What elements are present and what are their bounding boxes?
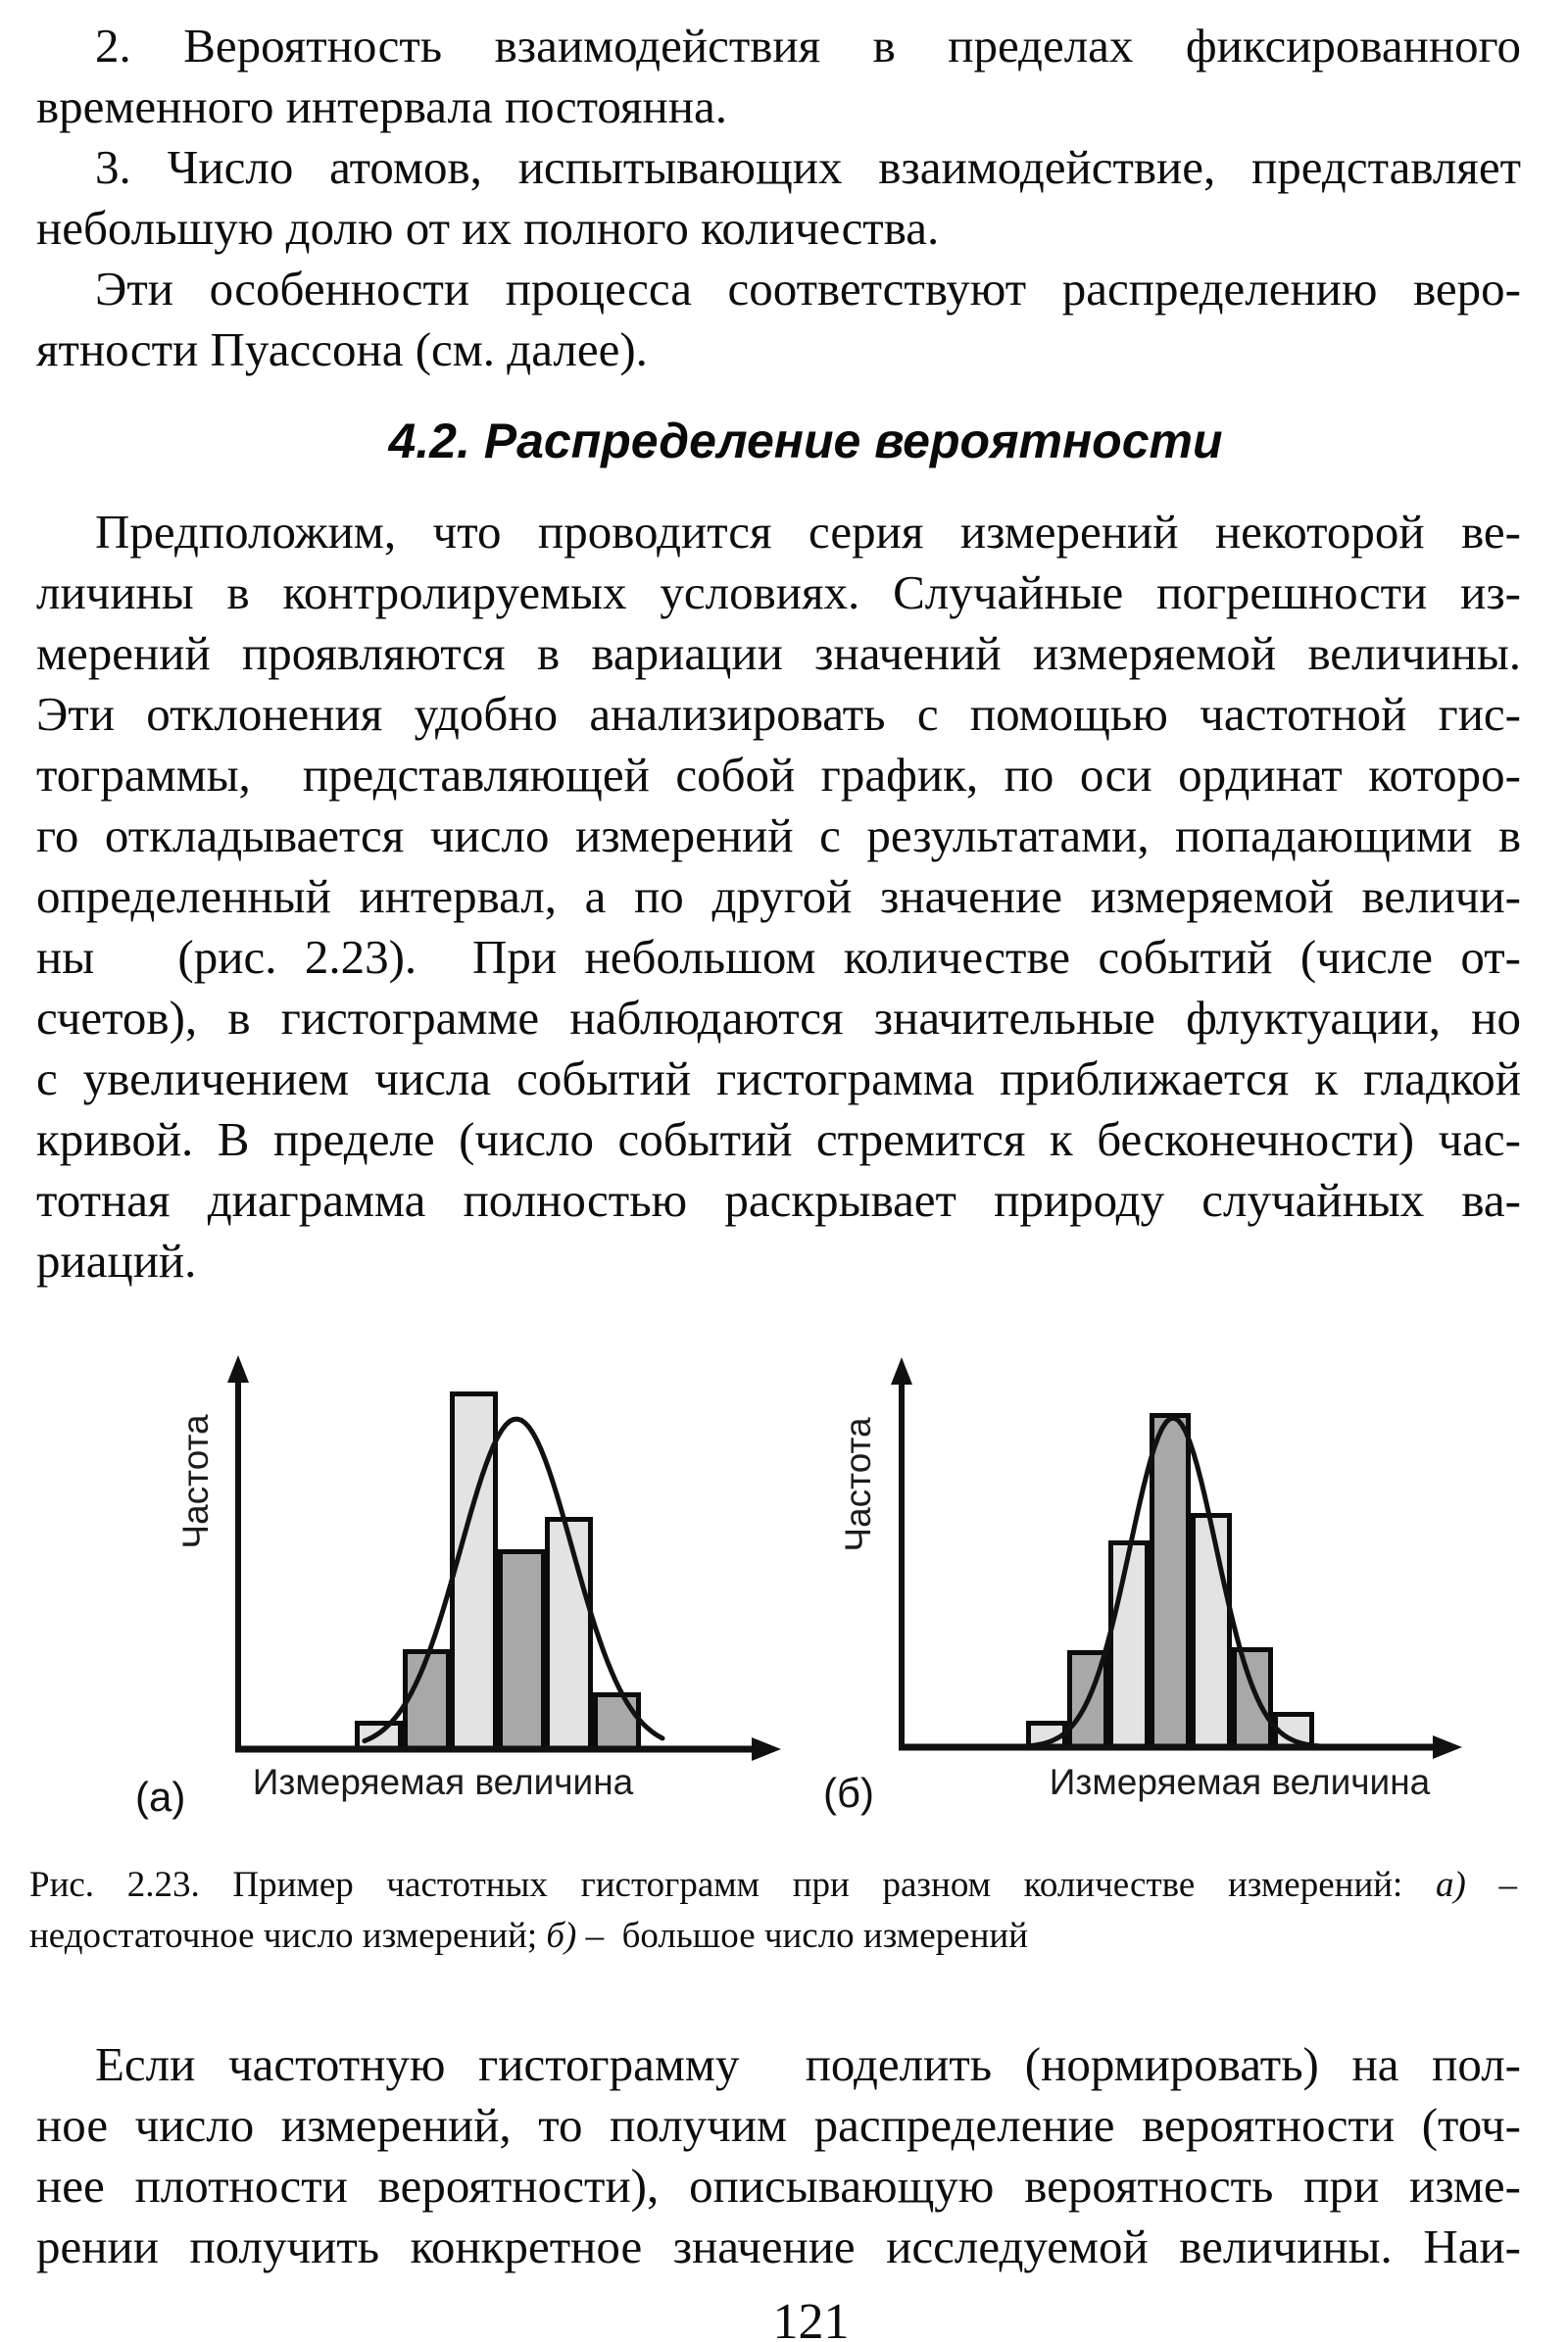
text-line: ное число измерений, то получим распределение вероятности (точ- xyxy=(36,2098,1521,2152)
caption-italic-b: б) xyxy=(546,1916,577,1956)
text-line: Если частотную гистограмму поделить (нормировать) на пол- xyxy=(95,2037,1521,2091)
histogram-bar xyxy=(1273,1712,1314,1747)
text-line: личины в контролируемых условиях. Случайные погрешности из- xyxy=(36,565,1521,619)
paragraph-1 xyxy=(36,16,1521,380)
page-number: 121 xyxy=(772,2294,850,2342)
axis-arrowhead xyxy=(227,1355,249,1383)
text-line: Эти особенности процесса соответствуют распределению веро- xyxy=(95,262,1521,316)
caption-line xyxy=(29,1860,1517,1911)
paragraph-3 xyxy=(0,2019,1568,2277)
x-axis-label-b: Измеряемая величина xyxy=(1049,1762,1431,1802)
histogram-bar xyxy=(1191,1513,1232,1747)
text-line: счетов), в гистограмме наблюдаются значительные флуктуации, но xyxy=(36,991,1521,1045)
text-line: небольшую долю от их полного количества. xyxy=(36,201,940,255)
text-line: Предположим, что проводится серия измерений некоторой ве- xyxy=(95,505,1521,559)
axis-arrowhead xyxy=(891,1357,912,1385)
figure-2-23 xyxy=(0,1352,1568,1832)
x-axis-label-a: Измеряемая величина xyxy=(252,1762,634,1802)
text-line: тотная диаграмма полностью раскрывает природу случайных ва- xyxy=(36,1173,1521,1227)
axis-arrowhead xyxy=(752,1737,781,1761)
text-line: ятности Пуассона (см. далее). xyxy=(36,322,648,376)
caption-text: – xyxy=(1465,1865,1518,1905)
text-line: кривой. В пределе (число событий стремится к бесконечности) час- xyxy=(36,1112,1521,1166)
histogram-bar xyxy=(1108,1540,1150,1747)
text-line: нее плотности вероятности), описывающую вероятность при изме- xyxy=(36,2159,1521,2213)
y-axis-label-b: Частота xyxy=(838,1417,878,1552)
histogram-bar xyxy=(1067,1650,1108,1747)
text-line: го откладывается число измерений с результатами, попадающими в xyxy=(36,808,1521,862)
text-line: Эти отклонения удобно анализировать с помощью частотной гис- xyxy=(36,687,1521,741)
histogram-bar xyxy=(545,1517,593,1749)
text-line: риаций. xyxy=(36,1234,197,1288)
caption-italic-a: а) xyxy=(1436,1865,1466,1905)
section-heading: 4.2. Распределение вероятности xyxy=(388,414,1223,468)
text-line: временного интервала постоянна. xyxy=(36,79,727,133)
histogram-bar xyxy=(498,1549,546,1749)
text-line: с увеличением числа событий гистограмма приближается к гладкой xyxy=(36,1051,1521,1105)
paragraph-2 xyxy=(36,502,1521,1292)
text-line: определенный интервал, а по другой значение измеряемой величи- xyxy=(36,869,1521,923)
text-line: 2. Вероятность взаимодействия в пределах фиксированного xyxy=(95,19,1521,73)
panel-label-a: (а) xyxy=(135,1774,186,1820)
panel-label-b: (б) xyxy=(823,1770,875,1816)
histogram-bar xyxy=(1232,1647,1273,1747)
text-line: ны (рис. 2.23). При небольшом количестве событий (числе от- xyxy=(36,930,1521,984)
text-line: тограммы, представляющей собой график, по оси ординат которо- xyxy=(36,748,1521,802)
histogram-bar xyxy=(1026,1721,1067,1747)
axes-and-curves xyxy=(0,1352,1568,1832)
histogram-bar xyxy=(450,1391,498,1749)
axis-arrowhead xyxy=(1433,1735,1462,1759)
histogram-bar xyxy=(1150,1413,1191,1747)
histogram-bar xyxy=(593,1692,641,1749)
caption-text: недостаточное число измерений; xyxy=(29,1916,547,1956)
text-line: мерений проявляются в вариации значений измеряемой величины. xyxy=(36,626,1521,680)
histogram-bar xyxy=(403,1649,451,1749)
caption-text: Рис. 2.23. Пример частотных гистограмм при разном количестве измерений: xyxy=(29,1865,1437,1905)
histogram-bar xyxy=(355,1721,403,1749)
y-axis-label-a: Частота xyxy=(175,1414,216,1549)
text-line: рении получить конкретное значение исследуемой величины. Наи- xyxy=(36,2220,1521,2273)
text-line: 3. Число атомов, испытывающих взаимодействие, представляет xyxy=(95,140,1521,194)
caption-text: – большое число измерений xyxy=(576,1916,1028,1956)
figure-caption xyxy=(0,1860,1568,1962)
caption-line xyxy=(29,1911,1517,1962)
